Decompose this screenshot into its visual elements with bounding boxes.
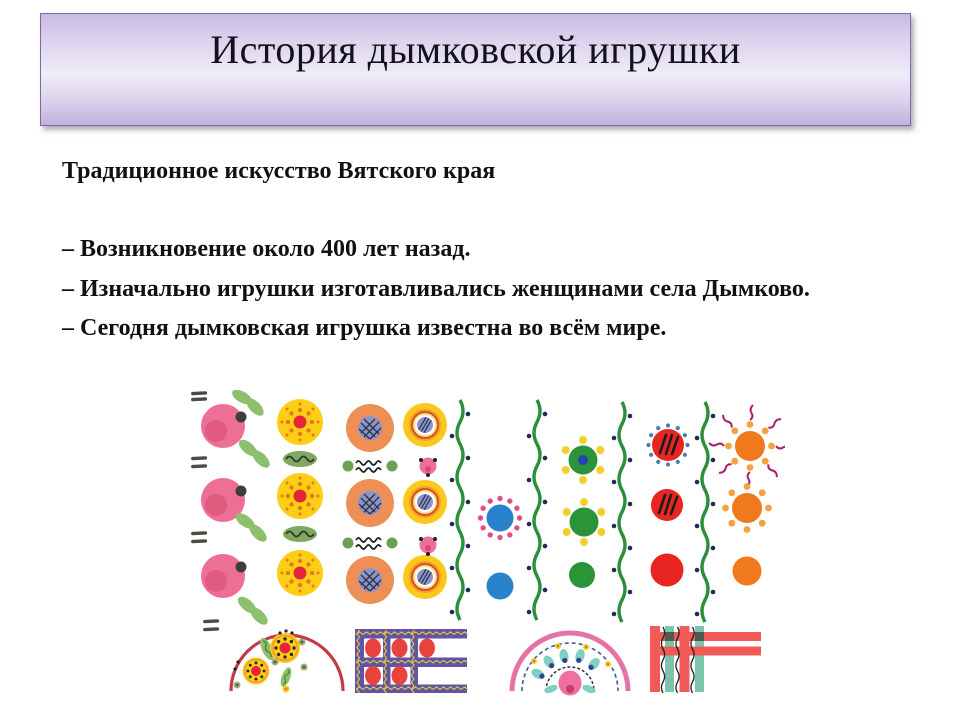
purple-grid-motif xyxy=(355,629,468,693)
striped-band-motif xyxy=(650,626,761,693)
pink-arc-motif xyxy=(512,633,628,696)
dymkovo-pattern-image xyxy=(185,390,785,715)
bullet-line-3: – Сегодня дымковская игрушка известна во всём мире. xyxy=(62,315,667,341)
page-title: История дымковской игрушки xyxy=(210,27,741,72)
subtitle-heading: Традиционное искусство Вятского края xyxy=(62,158,496,184)
bullet-line-1: – Возникновение около 400 лет назад. xyxy=(62,236,471,262)
title-banner xyxy=(40,13,911,126)
bullet-line-2: – Изначально игрушки изготавливались женщинами села Дымково. xyxy=(62,276,810,302)
red-arc-motif xyxy=(231,629,343,692)
